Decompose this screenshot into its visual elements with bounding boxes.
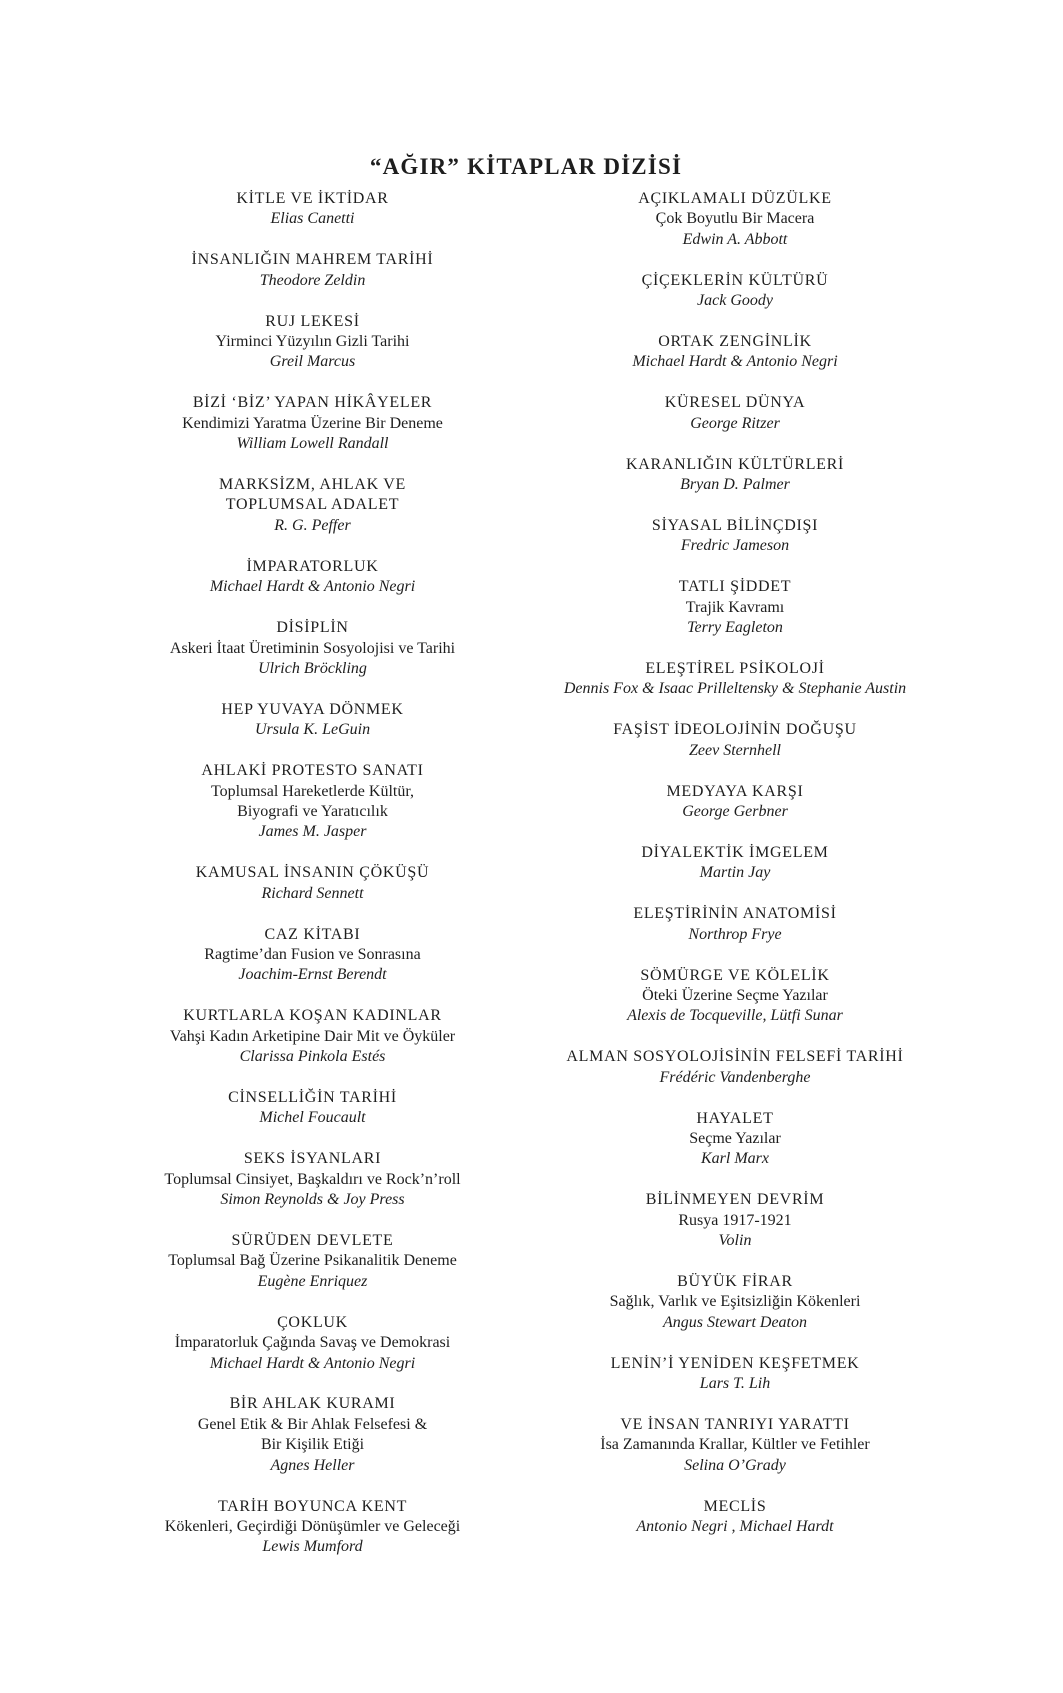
book-entry bbox=[140, 475, 485, 536]
book-entry bbox=[140, 393, 485, 454]
book-author: Ursula K. LeGuin bbox=[254, 721, 371, 739]
book-title: KARANLIĞIN KÜLTÜRLERİ bbox=[625, 455, 845, 473]
book-title: KÜRESEL DÜNYA bbox=[664, 394, 806, 412]
book-title: ÇİÇEKLERİN KÜLTÜRÜ bbox=[641, 271, 829, 289]
book-subtitle: Rusya 1917-1921 bbox=[678, 1211, 792, 1229]
book-list-left-column bbox=[140, 189, 485, 1558]
book-subtitle: Kökenleri, Geçirdiği Dönüşümler ve Geleceği bbox=[164, 1518, 461, 1535]
book-title: TARİH BOYUNCA KENT bbox=[217, 1497, 408, 1515]
book-author: Antonio Negri , Michael Hardt bbox=[636, 1518, 834, 1536]
book-author: Bryan D. Palmer bbox=[680, 476, 790, 494]
book-title: LENİN’İ YENİDEN KEŞFETMEK bbox=[610, 1354, 860, 1372]
book-subtitle: Toplumsal Cinsiyet, Başkaldırı ve Rock’n’roll bbox=[164, 1170, 461, 1188]
book-author: Martin Jay bbox=[699, 864, 771, 882]
book-subtitle: Toplumsal Bağ Üzerine Psikanalitik Deneme bbox=[168, 1252, 457, 1270]
book-entry bbox=[140, 312, 485, 373]
book-entry bbox=[140, 863, 485, 904]
book-entry bbox=[540, 782, 930, 823]
book-author: Eugène Enriquez bbox=[257, 1272, 368, 1290]
book-author: Jack Goody bbox=[697, 292, 773, 310]
book-entry bbox=[540, 271, 930, 312]
book-title: SÜRÜDEN DEVLETE bbox=[231, 1232, 394, 1250]
book-subtitle: İsa Zamanında Krallar, Kültler ve Fetihler bbox=[600, 1436, 870, 1454]
book-title: BİZİ ‘BİZ’ YAPAN HİKÂYELER bbox=[192, 394, 433, 412]
book-author: Joachim-Ernst Berendt bbox=[238, 966, 387, 984]
book-list-right-column bbox=[540, 189, 930, 1538]
book-entry bbox=[140, 250, 485, 291]
book-subtitle: Öteki Üzerine Seçme Yazılar bbox=[642, 986, 828, 1004]
book-entry bbox=[140, 700, 485, 741]
book-title: ELEŞTİRİNİN ANATOMİSİ bbox=[633, 905, 837, 923]
book-subtitle: Vahşi Kadın Arketipine Dair Mit ve Öyküler bbox=[169, 1027, 456, 1045]
book-title: RUJ LEKESİ bbox=[265, 312, 360, 330]
book-subtitle: Kendimizi Yaratma Üzerine Bir Deneme bbox=[182, 414, 443, 432]
book-subtitle: Çok Boyutlu Bir Macera bbox=[655, 210, 815, 228]
book-subtitle: Sağlık, Varlık ve Eşitsizliğin Kökenleri bbox=[609, 1293, 861, 1311]
book-author: Karl Marx bbox=[701, 1150, 769, 1168]
book-entry bbox=[140, 1313, 485, 1374]
book-entry bbox=[540, 189, 930, 250]
book-title: MEDYAYA KARŞI bbox=[666, 782, 804, 800]
book-title: ELEŞTİREL PSİKOLOJİ bbox=[645, 660, 825, 677]
book-author: Zeev Sternhell bbox=[689, 741, 781, 759]
book-entry bbox=[140, 761, 485, 843]
book-subtitle: Askeri İtaat Üretiminin Sosyolojisi ve Tarihi bbox=[169, 639, 456, 657]
book-author: Michael Hardt & Antonio Negri bbox=[209, 578, 416, 596]
book-author: James M. Jasper bbox=[258, 823, 367, 841]
book-title: SÖMÜRGE VE KÖLELİK bbox=[640, 966, 830, 984]
book-entry bbox=[540, 1109, 930, 1170]
book-title: CİNSELLİĞİN TARİHİ bbox=[228, 1089, 397, 1106]
book-entry bbox=[540, 332, 930, 373]
book-author: Simon Reynolds & Joy Press bbox=[220, 1191, 405, 1209]
book-title: TOPLUMSAL ADALET bbox=[225, 496, 400, 514]
book-entry bbox=[540, 966, 930, 1027]
book-author: Edwin A. Abbott bbox=[682, 230, 788, 248]
book-entry bbox=[140, 557, 485, 598]
book-subtitle: Toplumsal Hareketlerde Kültür, bbox=[210, 782, 415, 800]
book-title: BİLİNMEYEN DEVRİM bbox=[645, 1191, 825, 1209]
book-entry bbox=[540, 455, 930, 496]
book-entry bbox=[540, 516, 930, 557]
book-subtitle: Biyografi ve Yaratıcılık bbox=[237, 802, 388, 820]
book-subtitle: Trajik Kavramı bbox=[685, 598, 785, 616]
book-author: Clarissa Pinkola Estés bbox=[239, 1048, 386, 1066]
book-author: Alexis de Tocqueville, Lütfi Sunar bbox=[627, 1007, 843, 1025]
book-entry bbox=[540, 1354, 930, 1395]
book-entry bbox=[540, 1190, 930, 1251]
book-author: William Lowell Randall bbox=[236, 435, 389, 453]
book-title: TATLI ŞİDDET bbox=[678, 578, 792, 596]
book-entry bbox=[140, 618, 485, 679]
book-author: Lewis Mumford bbox=[262, 1538, 363, 1556]
book-entry bbox=[540, 659, 930, 700]
book-author: Selina O’Grady bbox=[684, 1456, 786, 1474]
book-title: HAYALET bbox=[696, 1109, 774, 1127]
book-author: Frédéric Vandenberghe bbox=[659, 1068, 811, 1086]
book-title: KURTLARLA KOŞAN KADINLAR bbox=[183, 1007, 442, 1025]
book-author: Greil Marcus bbox=[269, 353, 356, 371]
book-entry bbox=[140, 1088, 485, 1129]
book-title: KİTLE VE İKTİDAR bbox=[236, 190, 389, 207]
book-author: Northrop Frye bbox=[688, 925, 782, 943]
book-title: DİSİPLİN bbox=[276, 619, 349, 637]
book-title: FAŞİST İDEOLOJİNİN DOĞUŞU bbox=[613, 721, 857, 739]
book-title: İMPARATORLUK bbox=[246, 557, 379, 575]
book-title: DİYALEKTİK İMGELEM bbox=[641, 843, 829, 861]
book-author: Terry Eagleton bbox=[687, 619, 783, 637]
book-title: KAMUSAL İNSANIN ÇÖKÜŞÜ bbox=[195, 864, 430, 882]
book-title: SİYASAL BİLİNÇDIŞI bbox=[651, 516, 819, 534]
book-entry bbox=[140, 1149, 485, 1210]
book-author: Theodore Zeldin bbox=[259, 271, 366, 289]
book-entry bbox=[540, 904, 930, 945]
book-title: AHLAKİ PROTESTO SANATI bbox=[201, 762, 424, 780]
book-author: R. G. Peffer bbox=[274, 516, 351, 534]
book-author: Agnes Heller bbox=[270, 1456, 355, 1474]
book-entry bbox=[540, 720, 930, 761]
book-entry bbox=[140, 1231, 485, 1292]
book-title: İNSANLIĞIN MAHREM TARİHİ bbox=[191, 251, 434, 269]
book-title: VE İNSAN TANRIYI YARATTI bbox=[620, 1416, 850, 1434]
book-entry bbox=[140, 925, 485, 986]
book-entry bbox=[540, 1497, 930, 1538]
book-author: Ulrich Bröckling bbox=[258, 659, 367, 677]
book-title: BİR AHLAK KURAMI bbox=[229, 1395, 396, 1413]
book-entry bbox=[140, 1006, 485, 1067]
book-title: MARKSİZM, AHLAK VE bbox=[219, 476, 406, 494]
book-title: ORTAK ZENGİNLİK bbox=[658, 333, 812, 351]
book-entry bbox=[540, 1272, 930, 1333]
book-title: ÇOKLUK bbox=[277, 1313, 348, 1331]
book-subtitle: Bir Kişilik Etiği bbox=[260, 1436, 365, 1454]
book-author: George Gerbner bbox=[682, 803, 788, 821]
book-subtitle: Seçme Yazılar bbox=[689, 1130, 781, 1147]
book-subtitle: Genel Etik & Bir Ahlak Felsefesi & bbox=[197, 1415, 428, 1433]
book-author: George Ritzer bbox=[690, 414, 780, 432]
book-title: MECLİS bbox=[703, 1497, 767, 1515]
book-author: Michel Foucault bbox=[259, 1109, 366, 1127]
book-subtitle: Ragtime’dan Fusion ve Sonrasına bbox=[204, 945, 421, 963]
book-subtitle: İmparatorluk Çağında Savaş ve Demokrasi bbox=[174, 1334, 451, 1352]
book-author: Michael Hardt & Antonio Negri bbox=[209, 1354, 416, 1372]
book-title: AÇIKLAMALI DÜZÜLKE bbox=[638, 190, 832, 207]
book-author: Volin bbox=[718, 1232, 752, 1250]
book-entry bbox=[140, 1497, 485, 1558]
book-entry bbox=[140, 1394, 485, 1476]
book-entry bbox=[140, 189, 485, 230]
book-author: Dennis Fox & Isaac Prilleltensky & Stephanie Austin bbox=[563, 680, 907, 698]
book-subtitle: Yirminci Yüzyılın Gizli Tarihi bbox=[215, 333, 410, 351]
book-title: SEKS İSYANLARI bbox=[243, 1150, 382, 1168]
book-author: Lars T. Lih bbox=[699, 1375, 771, 1393]
book-author: Angus Stewart Deaton bbox=[663, 1313, 807, 1331]
book-author: Elias Canetti bbox=[270, 210, 355, 228]
book-author: Richard Sennett bbox=[261, 884, 364, 902]
book-entry bbox=[540, 393, 930, 434]
book-author: Fredric Jameson bbox=[680, 537, 790, 555]
page-title: “AĞIR” KİTAPLAR DİZİSİ bbox=[369, 154, 683, 180]
book-author: Michael Hardt & Antonio Negri bbox=[632, 353, 838, 371]
book-title: BÜYÜK FİRAR bbox=[677, 1273, 793, 1291]
book-entry bbox=[540, 1415, 930, 1476]
book-title: HEP YUVAYA DÖNMEK bbox=[221, 700, 404, 718]
book-title: ALMAN SOSYOLOJİSİNİN FELSEFİ TARİHİ bbox=[566, 1048, 904, 1066]
book-entry bbox=[540, 1047, 930, 1088]
book-entry bbox=[540, 843, 930, 884]
book-entry bbox=[540, 577, 930, 638]
book-title: CAZ KİTABI bbox=[264, 925, 361, 943]
